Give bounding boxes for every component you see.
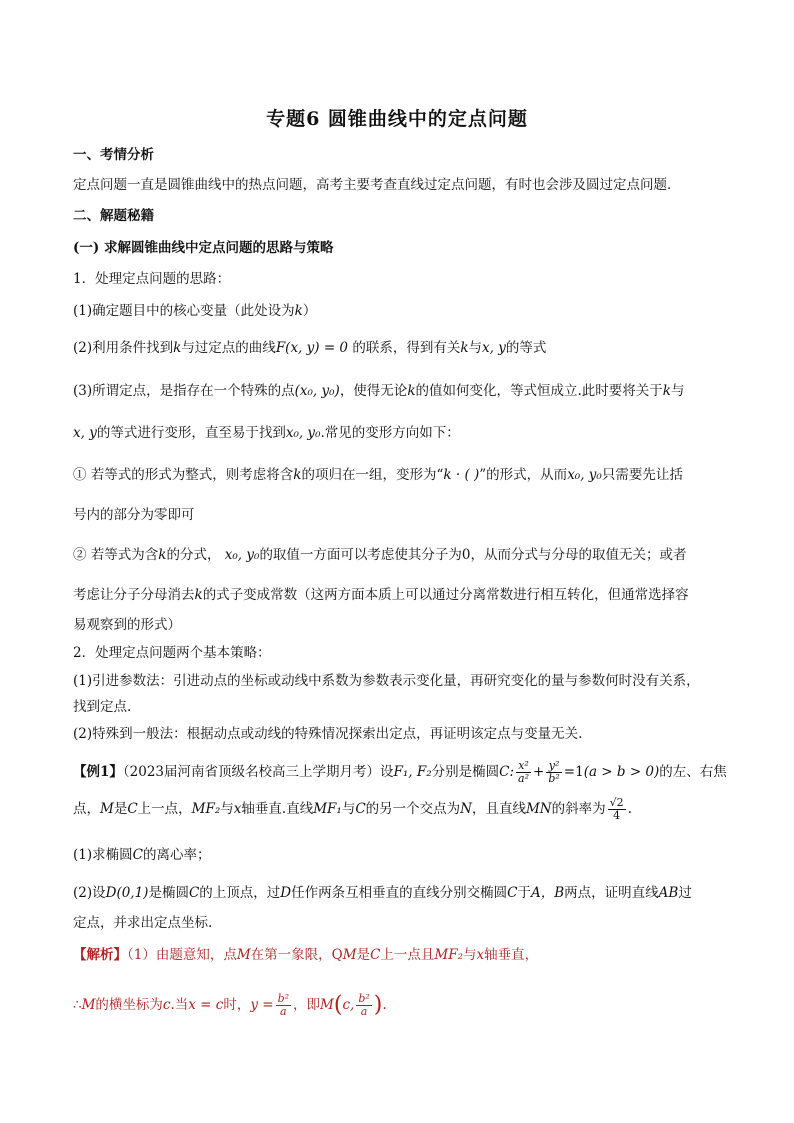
fraction-slope [608, 797, 626, 822]
math-expr: D(0,1) [105, 885, 149, 901]
text: 与 [468, 340, 483, 356]
denominator: b² [548, 772, 560, 785]
case-2 [73, 545, 723, 565]
fraction-x [516, 760, 531, 785]
text: 在第一象限， [250, 947, 332, 963]
math-var: x [476, 947, 485, 963]
math-var: x [233, 801, 242, 817]
analysis-text: 定点问题一直是圆锥曲线中的热点问题，高考主要考查直线过定点问题，有时也会涉及圆过定点问题． [73, 177, 681, 193]
math-expr: MF₂ [434, 947, 464, 963]
math-expr: x, y [482, 340, 506, 356]
text: . [382, 997, 387, 1013]
text: 的式子变成常数（这两方面本质上可以通过分离常数进行相互转化，但通常选择容 [202, 587, 689, 603]
point-1-heading: 1．处理定点问题的思路： [73, 271, 231, 287]
text: 轴垂直， [484, 947, 539, 963]
text: 的离心率； [142, 847, 211, 863]
text: 的横坐标为 [95, 997, 163, 1013]
text: =1 [563, 764, 584, 780]
text: 考虑让分子分母消去 [73, 587, 195, 603]
text: 与 [341, 801, 356, 817]
example-tag: 【例1】 [73, 764, 123, 780]
math-expr: c, [342, 997, 355, 1013]
math-expr: MN [525, 801, 552, 817]
math-expr: MF₁ [313, 801, 342, 817]
math-var: M [81, 997, 96, 1013]
text: 是椭圆 [148, 885, 189, 901]
example-1-line-1 [73, 759, 727, 785]
text: 上一点且 [380, 947, 435, 963]
point-1-item-3-cont [73, 423, 723, 443]
text: 上一点， [137, 801, 192, 817]
math-expr: x₀, y₀ [567, 467, 602, 483]
text: 是 [356, 947, 371, 963]
math-var: M [320, 997, 334, 1013]
question-2 [73, 883, 723, 903]
math-expr: (x₀, y₀) [294, 383, 340, 399]
section-heading-tips: 二、解题秘籍 [73, 208, 154, 224]
text: 与 [220, 801, 234, 817]
text: （1）由题意知，点 [127, 947, 237, 963]
math-expr: x₀, y₀ [285, 425, 321, 441]
page-title: 专题6 圆锥曲线中的定点问题 [266, 108, 528, 130]
text: 任作两条互相垂直的直线分别交椭圆 [291, 885, 508, 901]
math-expr: x₀, y₀ [224, 547, 260, 563]
text: 点， [73, 801, 100, 817]
fraction-b2-a [276, 993, 291, 1018]
math-var: D [280, 885, 292, 901]
math-expr: y = [250, 997, 274, 1013]
text: ，即 [293, 997, 321, 1013]
subsection-heading-1: (一) 求解圆锥曲线中定点问题的思路与策略 [73, 240, 334, 256]
text: 的分式， [166, 547, 225, 563]
text: ”的形式，从而 [479, 467, 568, 483]
math-var: k [173, 340, 182, 356]
case-2-cont-1 [73, 585, 723, 605]
text: 的联系，得到有关 [348, 340, 461, 356]
text: 与 [463, 947, 477, 963]
math-var: M [100, 801, 114, 817]
math-var: k [158, 547, 167, 563]
math-var: M [342, 947, 357, 963]
text: 时， [223, 997, 251, 1013]
text: 的项归在一组，变形为“ [301, 467, 444, 483]
text: ② 若等式为含 [73, 547, 159, 563]
text: 的等式进行变形，直至易于找到 [96, 425, 286, 441]
text: 是 [113, 801, 128, 817]
question-1 [73, 845, 723, 865]
section-heading-analysis: 一、考情分析 [73, 147, 154, 163]
text: 的另一个交点为 [365, 801, 461, 817]
text: (1)求椭圆 [73, 847, 133, 863]
text: 只需要先让括 [601, 467, 683, 483]
text: 与过定点的曲线 [181, 340, 276, 356]
math-var: C [132, 847, 143, 863]
math-var: M [236, 947, 251, 963]
strategy-1: (1)引进参数法：引进动点的坐标或动线中系数为参数表示变化量，再研究变化的量与参数何时没有关系， [73, 673, 700, 689]
math-var: C [507, 885, 518, 901]
math-expr: x, y [73, 425, 97, 441]
fraction-b2-a-2 [356, 993, 371, 1018]
paren-left-icon: ( [333, 992, 343, 1018]
solution-line-2 [73, 992, 723, 1019]
text: 轴垂直.直线 [241, 801, 314, 817]
text: + [533, 764, 545, 780]
text: .常见的变形方向如下： [320, 425, 460, 441]
numerator: y² [546, 760, 561, 773]
math-var: C [188, 885, 200, 901]
text: 过 [678, 885, 692, 901]
numerator: √2 [609, 796, 624, 809]
case-1 [73, 465, 723, 485]
math-var: N [460, 801, 472, 817]
strategy-2: (2)特殊到一般法：根据动点或动线的特殊情况探索出定点，再证明该定点与变量无关. [73, 726, 583, 742]
math-expr: F₁, F₂ [393, 764, 432, 780]
numerator: b² [358, 992, 370, 1005]
math-var: k [460, 340, 469, 356]
text: (1)确定题目中的核心变量（此处设为 [73, 303, 295, 319]
text: Q [331, 947, 343, 963]
text: ，使得无论 [339, 383, 408, 399]
point-2-heading: 2．处理定点问题两个基本策略： [73, 645, 271, 661]
math-var: C: [499, 764, 515, 780]
math-expr: AB [658, 885, 679, 901]
math-expr: F(x, y) = 0 [275, 340, 349, 356]
strategy-1-cont: 找到定点. [73, 699, 132, 715]
text: 的上顶点，过 [199, 885, 281, 901]
text: 的左、右焦 [659, 764, 727, 780]
math-expr: A，B [530, 885, 565, 901]
text: 两点，证明直线 [564, 885, 659, 901]
solution-line-1 [73, 945, 723, 965]
math-var: k [662, 383, 671, 399]
denominator: a² [518, 772, 530, 785]
text: 于 [517, 885, 531, 901]
text: . [627, 801, 632, 817]
math-var: k [293, 467, 302, 483]
text: ① 若等式的形式为整式，则考虑将含 [73, 467, 294, 483]
math-var: k [294, 303, 303, 319]
math-expr: x = c [188, 997, 224, 1013]
text: (2)利用条件找到 [73, 340, 174, 356]
case-1-cont: 号内的部分为零即可 [73, 507, 195, 523]
math-var: k [407, 383, 416, 399]
fraction-y [546, 760, 561, 785]
text: .当 [170, 997, 189, 1013]
text: 与 [670, 383, 685, 399]
denominator: a [280, 1005, 287, 1018]
math-expr: (a > b > 0) [583, 764, 660, 780]
text: ） [302, 303, 317, 319]
math-expr: MF₂ [191, 801, 221, 817]
point-1-item-3 [73, 381, 723, 401]
text: (2)设 [73, 885, 106, 901]
case-2-cont-2: 易观察到的形式） [73, 617, 181, 633]
text: 的等式 [505, 340, 547, 356]
paren-right-icon: ) [373, 992, 383, 1018]
math-var: c [162, 997, 171, 1013]
solution-tag: 【解析】 [73, 947, 127, 963]
point-1-item-1 [73, 301, 723, 321]
numerator: b² [277, 992, 290, 1005]
math-var: C [355, 801, 366, 817]
text: ，且直线 [471, 801, 526, 817]
point-1-item-2 [73, 338, 723, 358]
text: 的值如何变化，等式恒成立.此时要将关于 [415, 383, 663, 399]
text: 分别是椭圆 [431, 764, 500, 780]
denominator: 4 [613, 809, 621, 822]
example-1-line-2 [73, 797, 723, 822]
math-var: k [194, 587, 203, 603]
text: 的斜率为 [551, 801, 606, 817]
denominator: a [360, 1005, 368, 1018]
math-var: C [370, 947, 381, 963]
math-expr: k · ( ) [443, 467, 480, 483]
text: (3)所谓定点，是指存在一个特殊的点 [73, 383, 295, 399]
text: （2023届河南省顶级名校高三上学期月考）设 [122, 764, 394, 780]
text: 的取值一方面可以考虑使其分子为0，从而分式与分母的取值无关；或者 [259, 547, 687, 563]
math-var: C [127, 801, 138, 817]
numerator: x² [516, 760, 531, 773]
question-2-cont: 定点，并求出定点坐标. [73, 915, 213, 931]
text: ∴ [73, 997, 82, 1013]
